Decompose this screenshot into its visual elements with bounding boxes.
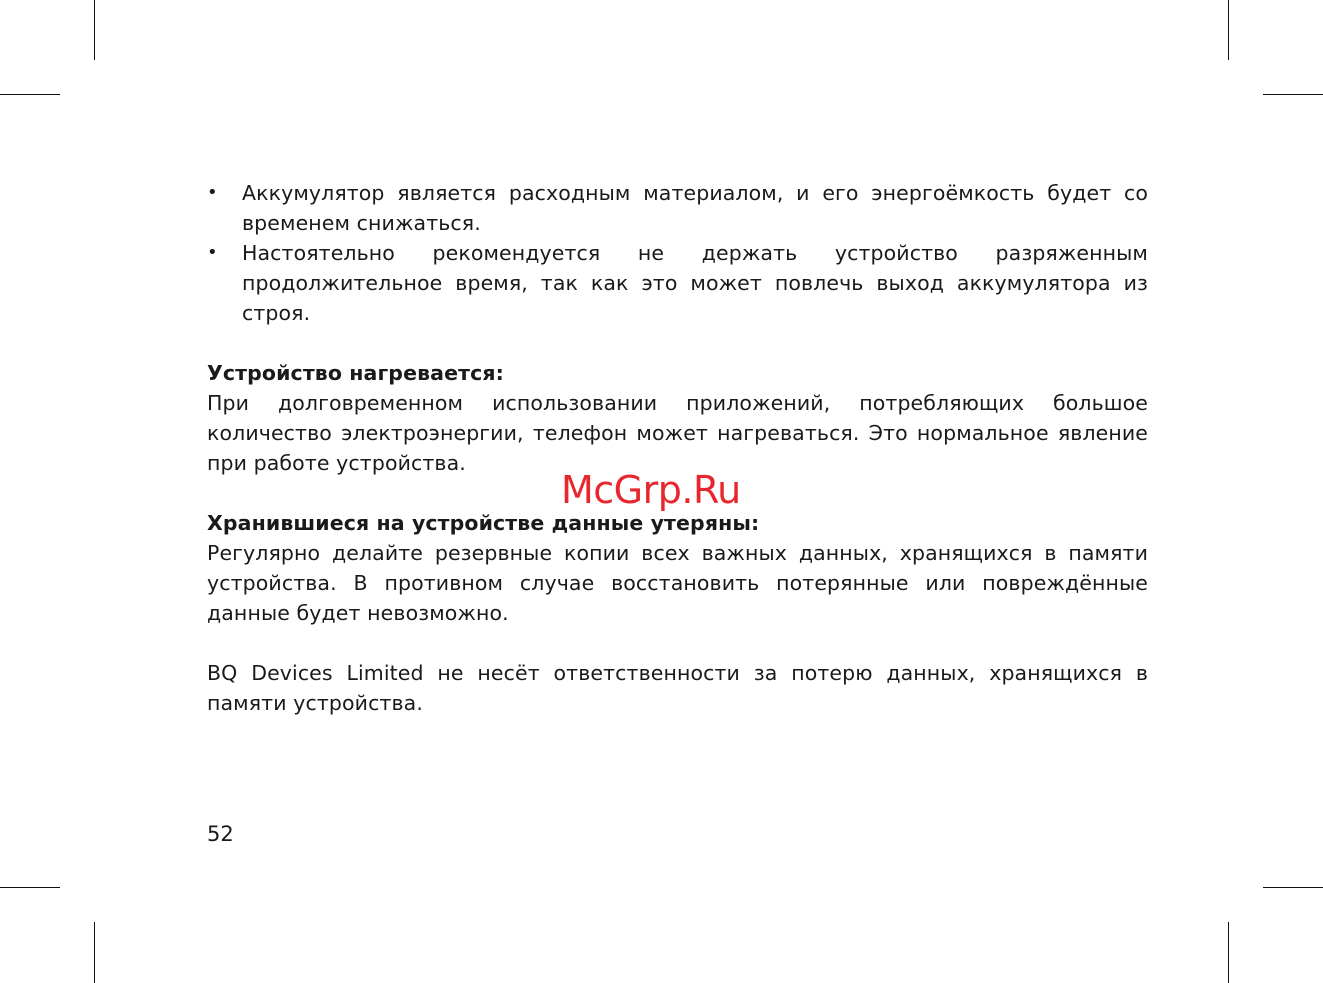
bullet-item (207, 238, 1148, 328)
crop-mark-top-right-vertical (1228, 0, 1229, 60)
crop-mark-bottom-left-horizontal (0, 887, 60, 888)
disclaimer-paragraph: BQ Devices Limited не несёт ответственности за потерю данных, хранящихся в памяти устройства. (207, 661, 1148, 715)
crop-mark-top-left-horizontal (0, 94, 60, 95)
bullet-item (207, 178, 1148, 238)
page-number: 52 (207, 822, 234, 846)
section-body: Регулярно делайте резервные копии всех важных данных, хранящихся в памяти устройства. В противном случае восстановить потерянные или повреждённые данные будет невозможно. (207, 541, 1148, 625)
bullet-list (207, 178, 1148, 328)
crop-mark-bottom-left-vertical (94, 922, 95, 983)
bullet-text: Аккумулятор является расходным материалом, и его энергоёмкость будет со временем снижаться. (242, 181, 1148, 235)
crop-mark-bottom-right-vertical (1228, 922, 1229, 983)
section-body: При долговременном использовании приложений, потребляющих большое количество электроэнергии, телефон может нагреваться. Это нормальное явление при работе устройства. (207, 391, 1148, 475)
crop-mark-bottom-right-horizontal (1263, 887, 1323, 888)
section-data-lost (207, 508, 1148, 628)
bullet-text: Настоятельно рекомендуется не держать устройство разряженным продолжительное время, так как это может повлечь выход аккумулятора из строя. (242, 241, 1148, 325)
section-heading: Устройство нагревается: (207, 361, 504, 385)
section-heading: Хранившиеся на устройстве данные утеряны: (207, 511, 760, 535)
crop-mark-top-left-vertical (94, 0, 95, 60)
section-device-heating (207, 358, 1148, 478)
bullet-symbol: • (207, 242, 218, 263)
watermark-logo: McGrp.Ru (561, 468, 741, 512)
crop-mark-top-right-horizontal (1263, 94, 1323, 95)
page-content (207, 178, 1148, 739)
bullet-symbol: • (207, 182, 218, 203)
